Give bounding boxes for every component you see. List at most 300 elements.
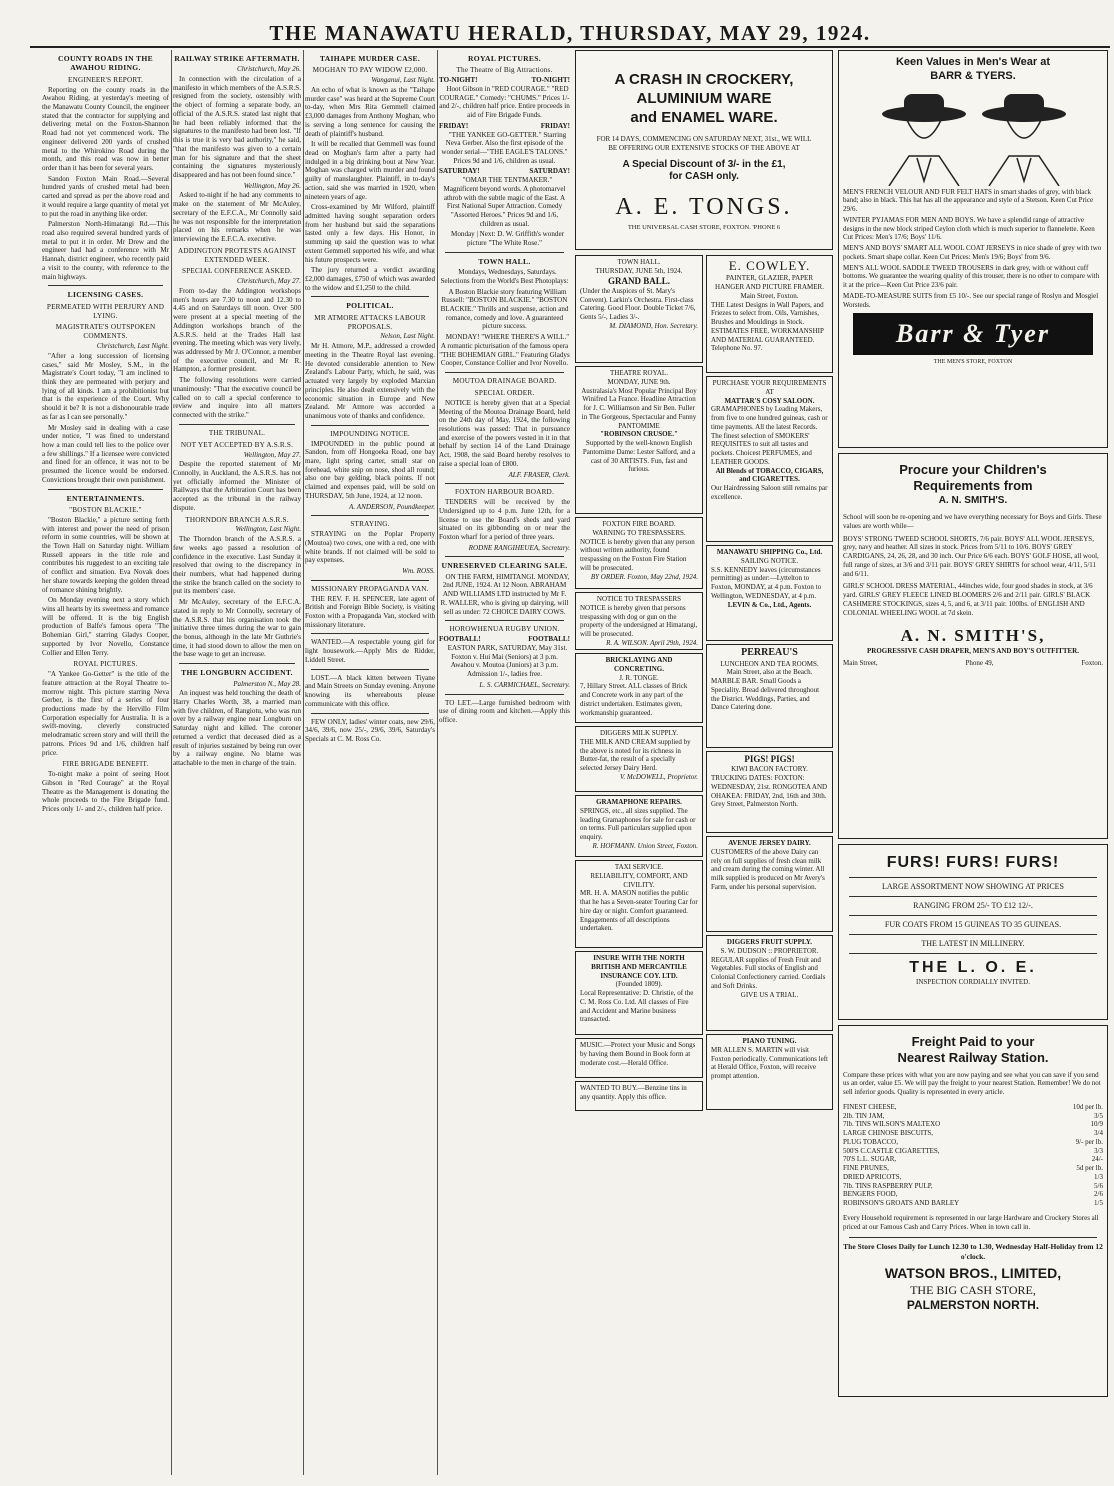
advertisements bbox=[575, 50, 1108, 1475]
price-item-name: BENGERS FOOD, bbox=[843, 1190, 898, 1199]
ad-title: INSURE WITH THE NORTH BRITISH AND MERCANTILE INSURANCE COY. LTD. bbox=[591, 954, 687, 980]
ad-bricklaying bbox=[575, 653, 703, 723]
ad-address: Main Street, Foxton. bbox=[740, 291, 799, 300]
ad-title: PURCHASE YOUR REQUIREMENTS AT bbox=[712, 379, 827, 396]
divider bbox=[179, 424, 295, 425]
ad-barr-tyers bbox=[838, 50, 1108, 448]
subheadline: FOXTON HARBOUR BOARD. bbox=[455, 488, 554, 497]
price-item-value: 3/4 bbox=[1094, 1129, 1103, 1137]
price-item-name: 7lb. TINS WILSON'S MALTEXO bbox=[843, 1120, 941, 1129]
callout: FRIDAY! bbox=[439, 121, 469, 130]
headline: TAIHAPE MURDER CASE. bbox=[319, 54, 421, 63]
price-item-value: 24/- bbox=[1091, 1155, 1103, 1164]
ad-body: REGULAR supplies of Fresh Fruit and Vegetables. Full stocks of English and Colonial Confectionery carried. Cordials and Soft Drinks. bbox=[711, 955, 826, 990]
ad-pigs bbox=[706, 751, 833, 833]
ad-body: MR. H. A. MASON notifies the public that he has a Seven-seater Touring Car for hire day or night. Comfort guaranteed. Engagements of all descriptions undertaken. bbox=[580, 889, 698, 933]
price-list-row bbox=[843, 1147, 1103, 1156]
ad-title: GRAMAPHONE REPAIRS. bbox=[596, 798, 682, 806]
ad-signature: M. DIAMOND, Hon. Secretary. bbox=[609, 321, 698, 330]
ad-an-smith bbox=[838, 453, 1108, 839]
paragraph: Despite the reported statement of Mr Connolly, in Auckland, the A.S.R.S. has not yet officially informed the Minister of Railways that the Arbitration Court has been accepted as the tribunal in the railway dispute. bbox=[173, 460, 301, 512]
price-list-row bbox=[843, 1199, 1103, 1208]
classified-ad: TO LET.—Large furnished bedroom with use of dining room and kitchen.—Apply this office. bbox=[439, 698, 570, 724]
ad-jersey-dairy bbox=[706, 836, 833, 932]
ad-item: MADE-TO-MEASURE SUITS from £5 10/-. See our special range of Roslyn and Mosgiel Worsteds. bbox=[843, 291, 1099, 309]
ad-tagline: GIVE US A TRIAL. bbox=[740, 990, 799, 999]
headline: RAILWAY STRIKE AFTERMATH. bbox=[174, 54, 300, 63]
ad-advertiser: THE L. O. E. bbox=[909, 959, 1037, 976]
ad-advertiser: S. W. DUDSON :: PROPRIETOR. bbox=[720, 946, 819, 955]
price-item-name: 7lb. TINS RASPBERRY PULP, bbox=[843, 1181, 933, 1190]
ad-title: PIGS! PIGS! bbox=[744, 754, 795, 764]
column-rule bbox=[171, 50, 172, 1475]
subheadline: NOT YET ACCEPTED BY A.S.R.S. bbox=[180, 440, 294, 449]
signature: L. S. CARMICHAEL, Secretary. bbox=[479, 680, 570, 689]
ad-body: MUSIC.—Protect your Music and Songs by having them Bound in Book form at moderate cost.—Herald Office. bbox=[580, 1041, 696, 1067]
ad-body: GIRLS' SCHOOL DRESS MATERIAL, 44inches wide, four good shades in stock, at 3/6 yard. GIRLS' GREY FLEECE LINED BLOOMERS 2/6 and 2/11 pair. GIRLS' BLACK CASHMERE STOCKINGS, sizes 4, 5, and 6, at 3/11 pair. 100lbs. of ENGLISH AND COLONIAL WHEELING WOOL at 7d skein. bbox=[843, 582, 1093, 617]
ad-body: School will soon be re-opening and we have everything necessary for Boys and Girls. These values are worth while— bbox=[843, 513, 1102, 530]
ad-address: Main Street, bbox=[843, 659, 878, 668]
ad-town: PALMERSTON NORTH. bbox=[906, 1297, 1040, 1312]
price-item-name: FINE PRUNES, bbox=[843, 1164, 889, 1172]
paragraph: To-night make a point of seeing Hoot Gibson in "Red Courage" at the Royal Theatre as the Management is donating the whole proceeds to the Fire Brigade fund. Prices only 1/- and 2/-, children half price. bbox=[42, 770, 169, 814]
classified-ad: FEW ONLY, ladies' winter coats, new 29/6, 34/6, 39/6, now 25/-, 29/6, 39/6, Saturday's Specials at C. M. Ross Co. bbox=[305, 717, 435, 743]
ad-title: Keen Values in Men's Wear at bbox=[895, 56, 1051, 68]
subheadline: MOGHAN TO PAY WIDOW £2,000. bbox=[312, 66, 428, 75]
paragraph: It will be recalled that Gemmell was found dead on Moghan's farm after a party had indulged in a big drinking bout at New Year. Moghan was charged with murder and found guilty of manslaughter. Plaintiff, in to-day's action, said she was married in 1920, when nineteen years of age. bbox=[305, 140, 435, 201]
ad-body: GRAMAPHONES by Leading Makers, from five to one hundred guineas, cash or time payments. All the latest Records. The finest selection of SMOKERS' REQUISITES to suit all tastes and pockets. Choicest PERFUMES, and LEATHER GOODS. bbox=[711, 405, 828, 466]
ad-body: Compare these prices with what you are now paying and see what you can save if you send us an order, value £5. We will pay the freight to your nearest Station. Remember! We do not sell inferior goods. Quality is represented in every article. bbox=[843, 1070, 1101, 1096]
price-item-value: 10/9 bbox=[1090, 1120, 1103, 1129]
price-item-value: 10d per lb. bbox=[1072, 1102, 1103, 1111]
divider bbox=[445, 372, 564, 373]
ad-body: 7, Hillary Street. ALL classes of Brick and Concrete work in any part of the district undertaken. Estimates given, workmanship guaranteed. bbox=[580, 682, 688, 717]
ad-body: MARBLE BAR. Small Goods a Speciality. Bread delivered throughout the District. Weddings, Parties, and Dance Catering done. bbox=[711, 677, 820, 712]
divider bbox=[849, 953, 1097, 954]
classified-ad: LOST.—A black kitten between Tiyane and Main Streets on Sunday evening. Anyone knowing its whereabouts please communicate with this office. bbox=[305, 673, 435, 708]
ad-insurance bbox=[575, 951, 703, 1035]
subheadline: MOUTOA DRAINAGE BOARD. bbox=[452, 377, 557, 386]
subheadline: MAGISTRATE'S OUTSPOKEN COMMENTS. bbox=[55, 323, 156, 341]
subheadline: HOROWHENUA RUGBY UNION. bbox=[449, 625, 560, 634]
barr-tyer-logo bbox=[853, 313, 1093, 355]
divider bbox=[849, 896, 1097, 897]
paragraph: From to-day the Addington workshops men's hours are 7.30 to noon and 12.30 to 4.45 and on Saturdays till noon. Over 500 were present at a special meeting of the Addington workshops branch of the A.S.R.S. held at the Trades Hall last evening. The meeting which was very lively, was addressed by Mr J. O'Connor, a member of the executive council, and Mr R. Hampton, a former president. bbox=[173, 287, 301, 374]
subheadline: MISSIONARY PROPAGANDA VAN. bbox=[311, 584, 429, 593]
ad-advertiser: A. N. SMITH'S, bbox=[900, 626, 1046, 646]
ad-perreau bbox=[706, 644, 833, 748]
ad-item: WINTER PYJAMAS FOR MEN AND BOYS. We have a splendid range of attractive designs in the new block striped Ceylon cloth which is much superior to flannelette. Keen Cut Prices: Men's 17/6; Boys' 11/6. bbox=[843, 215, 1095, 242]
ad-title: ALUMINIUM WARE bbox=[636, 89, 772, 107]
headline: POLITICAL. bbox=[346, 301, 394, 311]
headline: ROYAL PICTURES. bbox=[467, 54, 541, 63]
price-item-name: DRIED APRICOTS, bbox=[843, 1172, 902, 1181]
paragraph: "A Yankee Go-Getter" is the title of the feature attraction at the Royal Theatre to-morrow night. This picture starring Neva Gerber, is the first of a series of four productions made by the Hervillo Film Corporation especially for Australia. It is a swift-moving, cleverly constructed melodramatic screen story and will thrill the patrons. Prices 9d and 1/6, children half price. bbox=[42, 670, 169, 757]
paragraph: An echo of what is known as the "Taihape murder case" was heard at the Supreme Court to-day, when Mrs Rita Gemmell claimed £3,000 damages from Anthony Moghan, who is serving a long sentence for causing the death of plaintiff's husband. bbox=[305, 85, 435, 138]
signature: A. ANDERSON, Poundkeeper. bbox=[349, 502, 435, 511]
ad-title: AVENUE JERSEY DAIRY. bbox=[728, 839, 811, 847]
subheadline: ENGINEER'S REPORT. bbox=[67, 75, 143, 84]
paragraph: In connection with the circulation of a manifesto in which members of the A.S.R.S. resigned from the society, ostensibly with the object of forming a separate body, an official of the A.S.R.S. stated last night that he had been reliably informed that the signatures to the manifesto had been lost. "If this is true it is very bad authority," he said, "that the manifesto was given to a certain man for his signature and that the sheet containing the signatures mysteriously disappeared and has not been found since." bbox=[173, 75, 301, 179]
ad-title: A CRASH IN CROCKERY, bbox=[614, 71, 794, 88]
ad-title: Requirements from bbox=[913, 478, 1033, 494]
ad-address-row bbox=[843, 659, 1103, 668]
divider bbox=[48, 285, 163, 286]
price-list-row bbox=[843, 1173, 1103, 1182]
price-item-value: 1/3 bbox=[1094, 1172, 1103, 1181]
paragraph: A Boston Blackie story featuring William Russell: "BOSTON BLACKIE." "BOSTON BLACKIE." Thrills and suspense, action and romance, comedy and love. A guaranteed picture success. bbox=[440, 287, 569, 331]
price-item-name: 2lb. TIN JAM, bbox=[843, 1111, 885, 1120]
ad-title: MANAWATU SHIPPING Co., Ltd. bbox=[716, 548, 823, 556]
ad-offer: A Special Discount of 3/- in the £1, bbox=[622, 158, 786, 170]
callout: FOOTBALL! bbox=[439, 635, 481, 644]
dateline: Wanganui, Last Night. bbox=[371, 76, 435, 85]
divider bbox=[48, 489, 163, 490]
ad-title: DIGGERS MILK SUPPLY. bbox=[600, 729, 678, 737]
ad-body: THE MILK AND CREAM supplied by the above is noted for its richness in Butter-fat, the result of a specially selected Jersey Dairy Herd. bbox=[580, 737, 691, 772]
ad-date: THURSDAY, JUNE 5th, 1924. bbox=[595, 266, 683, 275]
ad-advertiser: E. COWLEY. bbox=[728, 258, 811, 273]
paragraph: "THE YANKEE GO-GETTER." Starring Neva Gerber. Also the first episode of the wonder serial—"THE EAGLE'S TALONS." Prices 9d and 1/6, children as usual. bbox=[441, 130, 568, 165]
paragraph: IMPOUNDED in the public pound at Sandon, from off Hongoeka Road, one bay mare, light spring carter, small star on forehead, white snip on nose, shod all round; also one bay gelding, black points. If not claimed and expenses paid, will be sold on THURSDAY, 5th June, 1924, at 12 noon. bbox=[305, 439, 435, 500]
newspaper-page bbox=[42, 50, 1108, 1475]
paragraph: The Thorndon branch of the A.S.R.S. a few weeks ago passed a resolution of confidence in the executive. Last Sunday it resolved that owing to the discrepancy in their numbers, what had happened during the strike the branch called on the society to put its members' case. bbox=[173, 535, 301, 596]
dateline: Christchurch, May 27. bbox=[237, 277, 301, 286]
price-item-name: 70'S L.L. SUGAR, bbox=[843, 1155, 897, 1164]
paragraph: "After a long succession of licensing cases," said Mr Mosley, S.M., in the Magistrate's Court today, "I am inclined to think they are permeated with perjury and lying of all kinds. I am a prohibitionist but that is the experience of the Court. Why should it be? It is not a dishonourable trade as far as I can see personally." bbox=[42, 351, 169, 421]
ad-title: PIANO TUNING. bbox=[742, 1037, 797, 1045]
paragraph: An inquest was held touching the death of Harry Charles Worth, 38, a married man with five children, of Rangiotu, who was run over by a railway engine near Longburn on Saturday night and killed. The coroner returned a verdict that deceased died as a result of injuries sustained by being run over by a railway engine. No blame was attachable to the men in charge of the train. bbox=[173, 689, 301, 767]
ad-mattar-saloon bbox=[706, 376, 833, 542]
column-2 bbox=[173, 50, 301, 1475]
ad-signature: BY ORDER. Foxton, May 22nd, 1924. bbox=[590, 572, 698, 581]
ad-subtitle: (Founded 1809). bbox=[615, 980, 663, 989]
ad-body: FUR COATS FROM 15 GUINEAS TO 35 GUINEAS. bbox=[884, 920, 1062, 929]
ad-taxi-service bbox=[575, 860, 703, 948]
ad-body: (Under the Auspices of St. Mary's Convent). Larkin's Orchestra. First-class Catering. Good Floor. Double Ticket 7/6, Gents 5/-, Ladies 3/-. bbox=[580, 286, 696, 321]
paragraph: Mr Mosley said in dealing with a case under notice, "I was fined to understand how a man could tell lies to the police over a few shillings." If a licensee were convicted and fined for an offence, it was not to be presumed the licence would be endorsed. Convictions brought their own punishment. bbox=[42, 423, 169, 484]
ad-subtitle: LUNCHEON AND TEA ROOMS. bbox=[720, 659, 819, 668]
price-list-row bbox=[843, 1155, 1103, 1164]
paragraph: Palmerston North-Himatangi Rd.—This road also required several hundred yards of metal to put it in order. Mr Drew and the engineer had had a conference with Mr Hannah, district engineer, who recently paid a visit to the county, with reference to the main highways. bbox=[42, 220, 169, 281]
logo-text: Barr & Tyer bbox=[896, 319, 1050, 348]
price-list-row bbox=[843, 1190, 1103, 1199]
paragraph: MONDAY! "WHERE THERE'S A WILL." A romantic picturisation of the famous opera "THE BOHEMIAN GIRL." Featuring Gladys Cooper, Constance Collier and Ivor Novello. bbox=[439, 333, 570, 368]
divider bbox=[311, 633, 429, 634]
ad-title: TOWN HALL. bbox=[617, 258, 661, 266]
ad-subtitle: SAILING NOTICE. bbox=[740, 556, 799, 565]
ad-title: Freight Paid to your bbox=[911, 1034, 1035, 1049]
ad-title: Procure your Children's bbox=[899, 462, 1047, 477]
men-hats-illustration bbox=[849, 86, 1097, 186]
dateline: Wellington, May 27. bbox=[243, 450, 301, 459]
subheadline: MR ATMORE ATTACKS LABOUR PROPOSALS. bbox=[314, 313, 426, 331]
masthead: THE MANAWATU HERALD, THURSDAY, MAY 29, 1924. bbox=[30, 22, 1110, 48]
ad-body: Every Household requirement is represented in our large Hardware and Crockery Stores all priced at our Famous Cash and Carry Prices. When in town call in. bbox=[843, 1213, 1099, 1231]
subheadline: "BOSTON BLACKIE." bbox=[69, 505, 142, 514]
subheadline: The Theatre of Big Attractions. bbox=[456, 66, 553, 75]
ad-signature: R. HOFMANN. Union Street, Foxton. bbox=[592, 841, 698, 850]
divider bbox=[445, 620, 564, 621]
ad-subtitle: PAINTER, GLAZIER, PAPER HANGER AND PICTURE FRAMER. bbox=[715, 274, 824, 291]
price-item-value: 5d per lb. bbox=[1076, 1164, 1103, 1172]
ad-title: BRICKLAYING AND CONCRETING. bbox=[605, 656, 673, 673]
ad-diggers-milk bbox=[575, 726, 703, 792]
subheadline: FIRE BRIGADE BENEFIT. bbox=[62, 760, 149, 769]
ad-title: A. N. SMITH'S. bbox=[938, 494, 1008, 506]
column-rule bbox=[437, 50, 438, 1475]
paragraph: Monday | Next: D. W. Griffith's wonder picture "The White Rose." bbox=[451, 230, 564, 248]
ad-notice-trespassers bbox=[575, 592, 703, 650]
ad-theatre-royal bbox=[575, 366, 703, 514]
price-list bbox=[843, 1103, 1103, 1208]
ad-body: RANGING FROM 25/- TO £12 12/-. bbox=[913, 901, 1033, 910]
paragraph: Mr McAuley, secretary of the E.F.C.A. stated in reply to Mr Connolly, secretary of the A.S.R.S. that his organisation took the initiative three times during the war to gain the bonus, although in the late Mr Guthrie's time, it had stood down to allow the men on the base wage to get an increase. bbox=[173, 598, 301, 659]
divider bbox=[311, 669, 429, 670]
divider bbox=[311, 515, 429, 516]
subheadline: ROYAL PICTURES. bbox=[73, 660, 138, 669]
ad-body: MR ALLEN S. MARTIN will visit Foxton periodically. Communications left at Herald Office, Foxton, will receive prompt attention. bbox=[711, 1045, 828, 1080]
divider bbox=[445, 694, 564, 695]
ad-title: NOTICE TO TRESPASSERS bbox=[596, 595, 682, 603]
ad-body: NOTICE is hereby given that any person without written authority, found trespassing on the Foxton Fire Station will be prosecuted. bbox=[580, 537, 695, 572]
ad-body: THE Latest Designs in Wall Papers, and Friezes to select from. Oils, Varnishes, Brushes and Mouldings in Stock. ESTIMATES FREE. WORKMANSHIP AND MATERIAL GUARANTEED. Telephone No. 97. bbox=[711, 300, 824, 353]
price-item-name: FINEST CHEESE, bbox=[843, 1102, 897, 1111]
ad-body: WANTED TO BUY.—Benzine tins in any quantity. Apply this office. bbox=[580, 1084, 687, 1101]
paragraph: THE REV. F. H. SPENCER, late agent of British and Foreign Bible Society, is visiting Foxton with a Propaganda Van, stocked with missionary literature. bbox=[305, 594, 435, 629]
ad-item: MEN'S FRENCH VELOUR AND FUR FELT HATS in smart shades of grey, with black band; also in black. This hat has all the appearance and style of a Stetson. Keen Cut Price 29/6. bbox=[843, 187, 1094, 213]
divider bbox=[311, 425, 429, 426]
ad-title: TAXI SERVICE. bbox=[614, 863, 664, 871]
price-list-row bbox=[843, 1129, 1103, 1138]
column-3 bbox=[305, 50, 435, 1475]
paragraph: On Monday evening next a story which wins all hearts by its sweetness and romance will be offered. It is the big English production of Balfe's famous opera "The Bohemian Girl," starring Gladys Cooper, supported by Ivor Novello, Constance Collier and Ellen Terry. bbox=[42, 596, 169, 657]
price-item-name: LARGE CHINOSE BISCUITS, bbox=[843, 1129, 934, 1137]
ad-furs bbox=[838, 844, 1108, 1020]
ad-music-binding bbox=[575, 1038, 703, 1078]
ad-title: DIGGERS FRUIT SUPPLY. bbox=[726, 938, 813, 946]
price-list-row bbox=[843, 1164, 1103, 1173]
ad-body: BOYS' STRONG TWEED SCHOOL SHORTS, 7/6 pair. BOYS' ALL WOOL JERSEYS, grey, navy and heather. All sizes in stock. Prices from 5/11 to 10/6. BOYS' GREY CARDIGANS, 24, 26, 28, and 30 inch. Our Price 6/6 each. BOYS' GOLF HOSE, all wool, full range of sizes, at 3/6 and 3/11 pair. BOYS' GREY SHIRTS for school wear, 4/11, 5/11 and 6/11. bbox=[843, 534, 1099, 578]
price-list-row bbox=[843, 1138, 1103, 1147]
subheadline: SPECIAL CONFERENCE ASKED. bbox=[182, 267, 292, 276]
ad-body: Supported by the well-known English Pantomime Dame: Lester Salford, and a cast of 30 ARTISTS. Fun, fast and furious. bbox=[582, 439, 696, 474]
ad-piano-tuning bbox=[706, 1034, 833, 1110]
subheadline: STRAYING. bbox=[350, 520, 390, 529]
subheadline: IMPOUNDING NOTICE. bbox=[330, 429, 410, 438]
logo-subtitle: THE MEN'S STORE, FOXTON bbox=[933, 359, 1013, 366]
ad-advertiser: PERREAU'S bbox=[741, 647, 798, 658]
headline: TOWN HALL. bbox=[478, 256, 531, 266]
ad-date: MONDAY, JUNE 9th. bbox=[607, 377, 671, 386]
ad-advertiser: MATTAR'S COSY SALOON. bbox=[724, 396, 815, 405]
divider bbox=[445, 556, 564, 557]
ad-subtitle: KIWI BACON FACTORY. bbox=[731, 765, 808, 774]
paragraph: ON THE FARM, HIMITANGI. MONDAY, 2nd JUNE, 1924. At 12 Noon. ABRAHAM AND WILLIAMS LTD instructed by Mr F. R. WALLER, who is giving up dairying, will sell as under: 72 CHOICE DAIRY COWS. bbox=[440, 572, 570, 616]
ad-town: Foxton. bbox=[1081, 659, 1103, 668]
ad-body: SPRINGS, etc., all sizes supplied. The leading Gramaphones for sale for cash or on terms. Full particulars supplied upon enquiry. bbox=[580, 806, 696, 841]
paragraph: NOTICE is hereby given that at a Special Meeting of the Moutoa Drainage Board, held on the 24th day of May, 1924, the following resolutions was passed: That in pursuance and exercise of the powers vested in it in that behalf by section 14 of the Land Drainage Act, 1908, the said Board hereby resolves to raise a special loan of £800. bbox=[439, 398, 570, 468]
headline: UNRESERVED CLEARING SALE. bbox=[441, 561, 568, 571]
headline: COUNTY ROADS IN THE AWAHOU RIDING. bbox=[58, 54, 153, 73]
ad-body: All Blends of TOBACCO, CIGARS, and CIGARETTES. bbox=[715, 466, 824, 484]
callout: FRIDAY! bbox=[540, 121, 570, 130]
price-item-name: ROBINSON'S GROATS AND BARLEY bbox=[843, 1199, 960, 1207]
subheadline: THORNDON BRANCH A.S.R.S. bbox=[185, 515, 289, 524]
callout: TO-NIGHT! bbox=[531, 76, 570, 85]
ad-body: Local Representative: D. Christie, of the C. M. Ross Co. Ltd. All classes of Fire and Accident and Marine business transacted. bbox=[580, 989, 694, 1024]
price-item-value: 1/5 bbox=[1094, 1199, 1103, 1207]
ad-signature: R. A. WILSON. April 29th, 1924. bbox=[606, 638, 698, 647]
ad-grand-ball bbox=[575, 255, 703, 363]
ad-title: and ENAMEL WARE. bbox=[630, 108, 778, 126]
price-item-name: 500'S C.CASTLE CIGARETTES, bbox=[843, 1146, 940, 1155]
ad-title: Nearest Railway Station. bbox=[897, 1050, 1049, 1066]
divider bbox=[849, 915, 1097, 916]
callout: FOOTBALL! bbox=[528, 635, 570, 644]
ad-offer: for CASH only. bbox=[669, 171, 739, 183]
headline: THE LONGBURN ACCIDENT. bbox=[181, 668, 293, 678]
ad-body: NOTICE is hereby given that persons trespassing with dog or gun on the property of the undersigned at Himatangi, will be prosecuted. bbox=[580, 603, 698, 638]
paragraph: Cross-examined by Mr Wilford, plaintiff admitted having sought separation orders from her husband but said the separations lasted only a few days. His Honor, in summing up said the question was to what extent Gemmell supported his wife, and what his future prospects were. bbox=[305, 203, 435, 264]
column-1 bbox=[42, 50, 169, 1475]
callout-row bbox=[439, 76, 570, 85]
subheadline: ADDINGTON PROTESTS AGAINST EXTENDED WEEK. bbox=[177, 246, 297, 264]
paragraph: Asked to-night if he had any comments to make on the statement of Mr McAuley, secretary of the E.F.C.A., Mr Connolly said he was not responsible for the interpretation placed on his remarks when he was interviewing the E.F.C.A. executive. bbox=[173, 191, 301, 243]
paragraph: Sandon Foxton Main Road.—Several hundred yards of crushed metal had been carted and spread as per the above road and it would require a large quantity of metal yet to put the road in anything like order. bbox=[42, 174, 169, 218]
ad-watson-bros bbox=[838, 1025, 1108, 1397]
ad-tagline: INSPECTION CORDIALLY INVITED. bbox=[916, 978, 1030, 986]
divider bbox=[849, 877, 1097, 878]
ad-body: Australasia's Most Popular Principal Boy Winifred La France. Headline Attraction for J. C. Williamson and Sir Ben. Fuller in The Gorgeous, Spectacular and Funny PANTOMIME bbox=[581, 386, 697, 430]
ad-crockery-sale bbox=[575, 50, 833, 250]
divider bbox=[311, 580, 429, 581]
subheadline: PERMEATED WITH PERJURY AND LYING. bbox=[46, 302, 165, 320]
ad-title: BARR & TYERS. bbox=[930, 69, 1016, 82]
price-list-row bbox=[843, 1103, 1103, 1112]
ad-title: FOXTON FIRE BOARD. bbox=[602, 520, 676, 528]
paragraph: Mondays, Wednesdays, Saturdays. Selections from the World's Best Photoplays: bbox=[440, 268, 569, 285]
price-list-row bbox=[843, 1120, 1103, 1129]
ad-item: MEN'S ALL WOOL SADDLE TWEED TROUSERS in dark grey, with or without cuff bottoms. We guarantee the wearing quality of this trouser, there is no other to compare with it at the price—Keen Cut Price 23/6 pair. bbox=[843, 263, 1100, 289]
ad-title: "ROBINSON CRUSOE." bbox=[600, 430, 678, 439]
ad-cowley bbox=[706, 255, 833, 373]
ad-body: Our Hairdressing Saloon still remains par excellence. bbox=[711, 484, 828, 501]
divider bbox=[849, 1237, 1097, 1238]
column-rule bbox=[303, 50, 304, 1475]
dateline: Christchurch, May 26. bbox=[237, 65, 301, 74]
callout: SATURDAY! bbox=[439, 167, 480, 176]
divider bbox=[445, 483, 564, 484]
ad-subtitle: THE BIG CASH STORE, bbox=[910, 1282, 1036, 1297]
ad-subtitle: WARNING TO TRESPASSERS. bbox=[592, 528, 686, 537]
ad-title: THEATRE ROYAL. bbox=[610, 369, 668, 377]
ad-address: THE UNIVERSAL CASH STORE, FOXTON. 'PHONE 6 bbox=[627, 223, 781, 231]
ad-signature: V. McDOWELL, Proprietor. bbox=[620, 772, 698, 781]
dateline: Wellington, May 26. bbox=[243, 181, 301, 190]
ad-fire-board bbox=[575, 517, 703, 589]
paragraph: "Boston Blackie," a picture setting forth with interest and power the need of prison reform in some countries, will be shown at the Town Hall on Saturday night. William Russell appears in the title role and contributes his ruggedest to an exciting tale of conflict and situation. Eva Novak does her share towards keeping the golden thread of romance shining brightly. bbox=[42, 515, 169, 594]
paragraph: EASTON PARK, SATURDAY, May 31st. Foxton v. Hui Mai (Seniors) at 3 p.m. Awahou v. Moutoa (Juniors) at 3 p.m. Admission 1/-, ladies free. bbox=[447, 643, 568, 679]
ad-advertiser: WATSON BROS., LIMITED, bbox=[884, 1265, 1062, 1281]
paragraph: The following resolutions were carried unanimously: "That the executive council be called on to call a special conference to review and inquire into all matters connected with the strike." bbox=[173, 376, 301, 420]
signature: RODNE RANGIHEUEA, Secretary. bbox=[468, 543, 570, 552]
column-4 bbox=[439, 50, 570, 1475]
callout: TO-NIGHT! bbox=[439, 76, 478, 85]
paragraph: The jury returned a verdict awarding £2,000 damages, £750 of which was awarded to the widow and £1,250 to the child. bbox=[305, 266, 435, 292]
divider bbox=[311, 713, 429, 714]
ad-address: Main Street, also at the Beach. bbox=[726, 668, 813, 677]
subheadline: SPECIAL ORDER. bbox=[474, 388, 535, 397]
ad-advertiser: J. R. TONGE. bbox=[619, 673, 659, 682]
paragraph: STRAYING on the Poplar Property (Moutoa) two cows, one with a red, one with white brands. If not claimed will be sold to pay expenses. bbox=[305, 530, 435, 565]
dateline: Wellington, Last Night. bbox=[235, 525, 301, 534]
ad-advertiser: A. E. TONGS. bbox=[615, 193, 793, 220]
subheadline: THE TRIBUNAL. bbox=[208, 428, 266, 437]
headline: LICENSING CASES. bbox=[67, 290, 144, 300]
price-list-row bbox=[843, 1182, 1103, 1191]
callout: SATURDAY! bbox=[529, 167, 570, 176]
price-item-value: 2/6 bbox=[1094, 1190, 1103, 1199]
divider bbox=[311, 296, 429, 297]
ad-body: S.S. KENNEDY leaves (circumstances permitting) as under:—Lyttelton to Foxton, MONDAY, at 4 p.m. Foxton to Wellington, WEDNESDAY, at 4 p.m. bbox=[711, 565, 822, 600]
classified-ad: WANTED.—A respectable young girl for light housework.—Apply Mrs de Ridder, Liddell Street. bbox=[305, 638, 435, 664]
divider bbox=[445, 252, 564, 253]
ad-body: CUSTOMERS of the above Dairy can rely on full supplies of fresh clean milk and cream during the coming winter. All milk supplied is produced on Mr Avery's Farm, under his personal supervision. bbox=[711, 847, 825, 891]
ad-shipping bbox=[706, 545, 833, 641]
divider bbox=[179, 663, 295, 664]
ad-phone: Phone 49, bbox=[965, 659, 994, 668]
dateline: Palmerston N., May 28. bbox=[233, 679, 301, 688]
price-list-row bbox=[843, 1112, 1103, 1121]
ad-subtitle: RELIABILITY, COMFORT, AND CIVILITY. bbox=[590, 871, 688, 889]
ad-body: LARGE ASSORTMENT NOW SHOWING AT PRICES bbox=[882, 882, 1064, 891]
ad-gramaphone-repairs bbox=[575, 795, 703, 857]
ad-wanted-to-buy bbox=[575, 1081, 703, 1111]
divider bbox=[849, 934, 1097, 935]
callout-row bbox=[439, 635, 570, 644]
paragraph: "OMAR THE TENTMAKER." Magnificent beyond words. A photomarvel athrob with the subtle magic of the East. A First National Super Attraction. Comedy "Assorted Heroes." Prices 9d and 1/6, children as usual. bbox=[443, 176, 566, 228]
ad-body: TRUCKING DATES: FOXTON: WEDNESDAY, 21st. RONGOTEA AND OHAKEA: FRIDAY, 2nd, 16th and 30th. Grey Street, Palmerston North. bbox=[711, 774, 828, 809]
paragraph: TENDERS will be received by the Undersigned up to 4 p.m. June 12th, for a license to use the Board's sheds and yard situated on its gibbonding on or near the Foxton wharf for a period of three years. bbox=[439, 498, 570, 541]
signature: Wm. ROSS. bbox=[402, 567, 435, 576]
ad-title: GRAND BALL. bbox=[607, 275, 670, 286]
price-item-value: 3/3 bbox=[1094, 1146, 1103, 1155]
ad-item: MEN'S AND BOYS' SMART ALL WOOL COAT JERSEYS in nice shade of grey with two pockets. Smart shape collar. Keen Cut Prices: Men's 19/6; Boys' from 9/6. bbox=[843, 244, 1102, 261]
ad-diggers-fruit bbox=[706, 935, 833, 1031]
ad-hours: The Store Closes Daily for Lunch 12.30 to 1.30, Wednesday Half-Holiday from 12 o'clock. bbox=[843, 1242, 1103, 1261]
ad-body: FOR 14 DAYS, COMMENCING ON SATURDAY NEXT, 31st., WE WILL BE OFFERING OUR EXTENSIVE STOCKS OF THE ABOVE AT bbox=[596, 135, 812, 152]
ad-title: FURS! FURS! FURS! bbox=[886, 854, 1060, 871]
ad-body: THE LATEST IN MILLINERY. bbox=[921, 939, 1025, 948]
dateline: Christchurch, Last Night. bbox=[96, 342, 169, 351]
paragraph: Hoot Gibson in "RED COURAGE." "RED COURAGE." Comedy: "CHUMS." Prices 1/- and 2/-, children half price. Entire proceeds in aid of Fire Brigade Funds. bbox=[439, 84, 570, 120]
dateline: Nelson, Last Night. bbox=[380, 332, 435, 341]
price-item-value: 9/- per lb. bbox=[1075, 1137, 1103, 1146]
ad-subtitle: PROGRESSIVE CASH DRAPER, MEN'S AND BOY'S OUTFITTER. bbox=[867, 646, 1079, 655]
price-item-value: 3/5 bbox=[1094, 1111, 1103, 1120]
paragraph: Mr H. Atmore, M.P., addressed a crowded meeting in the Theatre Royal last evening. He devoted considerable attention to New Zealand's Labour Party, which, he said, was actuated very largely by exploded Marxian principles. He also dealt extensively with the economic situation in Europe and New Zealand. Mr Atmore was accorded a unanimous vote of thanks and confidence. bbox=[305, 342, 435, 420]
headline: ENTERTAINMENTS. bbox=[66, 493, 145, 503]
callout-row bbox=[439, 122, 570, 131]
paragraph: Reporting on the county roads in the Awahou Riding, at yesterday's meeting of the Manawatu County Council, the engineer stated that the contractor for supplying and delivering metal on the Foxton-Shannon Road had not yet commenced work. The engineer delivered 200 yards of crushed metal to the Whirokino Road during the month, and this road was now in better order than it has been for several years. bbox=[42, 85, 169, 172]
price-item-name: PLUG TOBACCO, bbox=[843, 1137, 898, 1146]
ad-agent: LEVIN & Co., Ltd., Agents. bbox=[727, 600, 812, 609]
price-item-value: 5/6 bbox=[1094, 1181, 1103, 1190]
callout-row bbox=[439, 167, 570, 176]
hat-illustration-icon bbox=[849, 86, 1099, 186]
signature: ALF. FRASER, Clerk. bbox=[508, 470, 570, 479]
